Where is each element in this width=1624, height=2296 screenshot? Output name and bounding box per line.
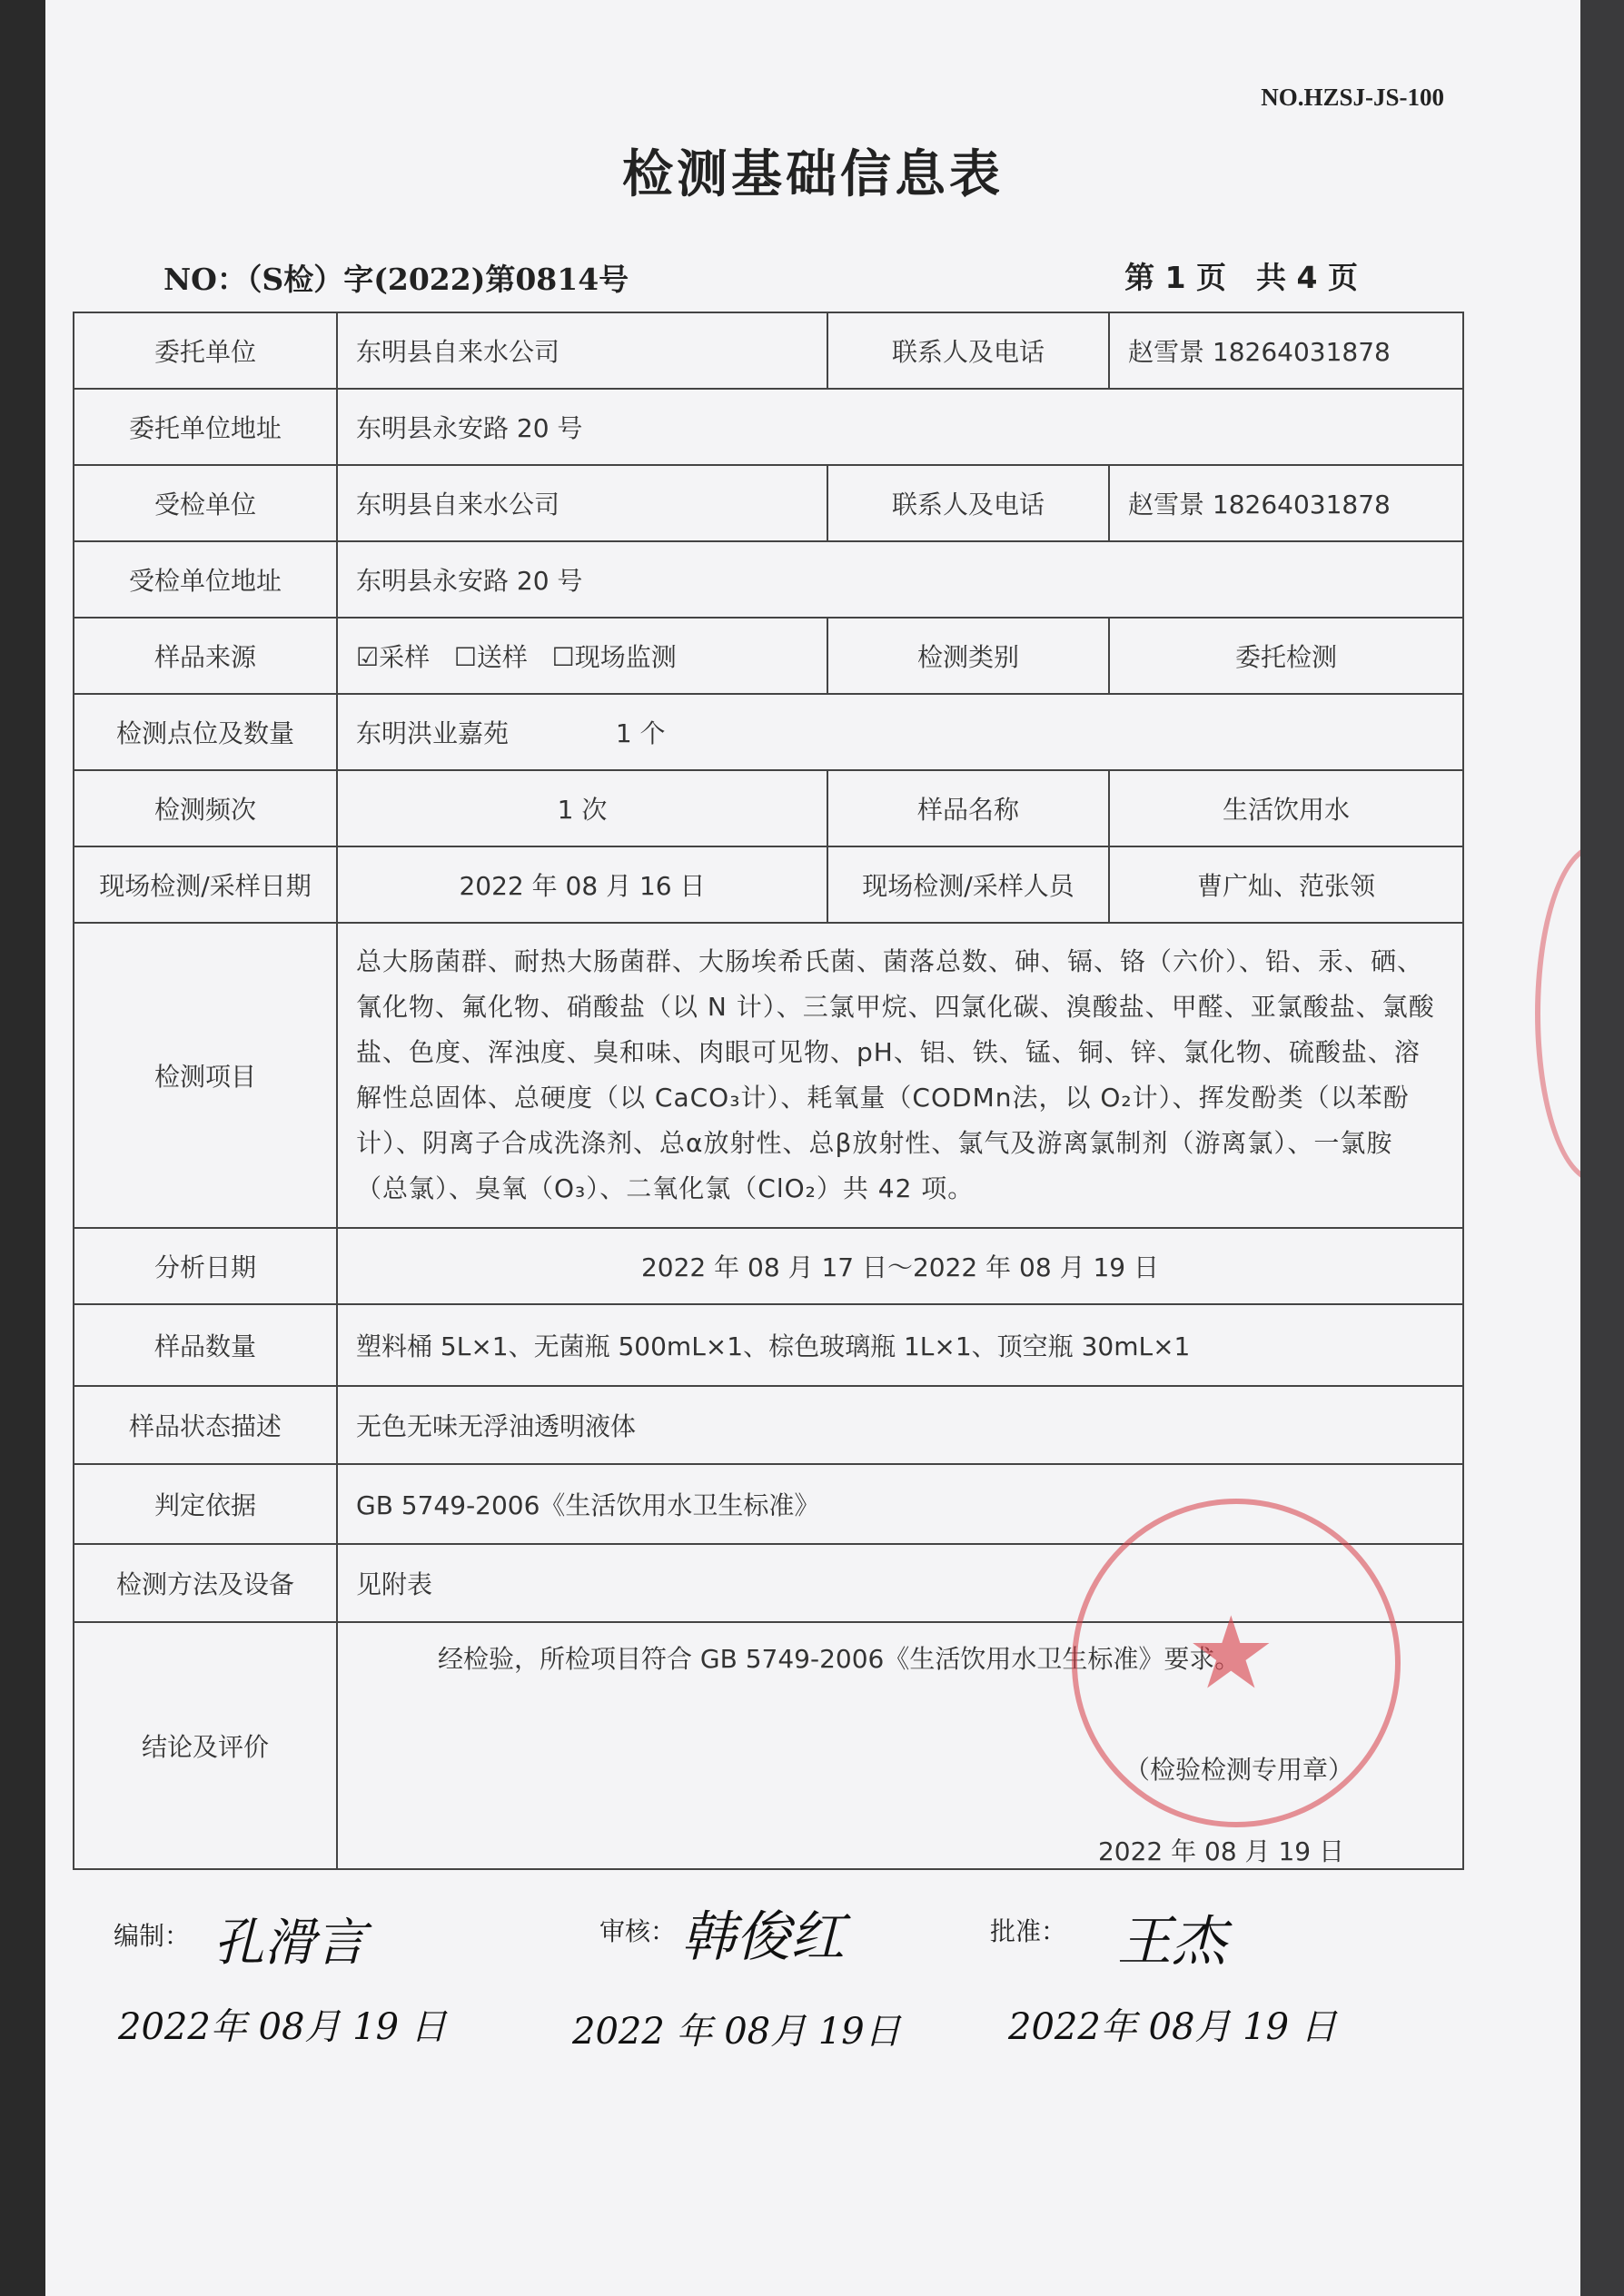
client-address-value: 东明县永安路 20 号 [337, 389, 1463, 465]
approve-date: 2022年 08月 19 日 [1008, 2006, 1337, 2048]
table-row [74, 1228, 1463, 1304]
test-items-label: 检测项目 [74, 923, 337, 1228]
option-delivery-checkbox: ☐送样 [453, 642, 528, 672]
client-value: 东明县自来水公司 [337, 312, 827, 389]
sample-quantity-value: 塑料桶 5L×1、无菌瓶 500mL×1、棕色玻璃瓶 1L×1、顶空瓶 30mL×1 [337, 1304, 1463, 1386]
table-row [74, 618, 1463, 694]
option-sampling-checkbox: ☑采样 [356, 642, 431, 672]
sample-name-label: 样品名称 [827, 770, 1109, 846]
official-seal-stamp [1072, 1499, 1401, 1827]
sample-state-value: 无色无味无浮油透明液体 [337, 1386, 1463, 1464]
conclusion-text: 经检验，所检项目符合 GB 5749-2006《生活饮用水卫生标准》要求。 [438, 1644, 1241, 1674]
analysis-date-value: 2022 年 08 月 17 日～2022 年 08 月 19 日 [337, 1228, 1463, 1304]
approve-label: 批准： [990, 1916, 1067, 1946]
sample-state-label: 样品状态描述 [74, 1386, 337, 1464]
analysis-date-label: 分析日期 [74, 1228, 337, 1304]
page-indicator: 第 1 页 共 4 页 [1124, 260, 1358, 295]
inspected-value: 东明县自来水公司 [337, 465, 827, 541]
points-value [337, 694, 1463, 770]
basis-value: GB 5749-2006《生活饮用水卫生标准》 [337, 1464, 1463, 1544]
sample-source-options [337, 618, 827, 694]
review-signature: 韩俊红 [681, 1905, 845, 1969]
sample-quantity-label: 样品数量 [74, 1304, 337, 1386]
points-label: 检测点位及数量 [74, 694, 337, 770]
sampling-staff-value: 曹广灿、范张领 [1109, 846, 1463, 923]
table-row [74, 312, 1463, 389]
review-label: 审核： [599, 1916, 677, 1946]
edge-seal-stamp [1535, 845, 1580, 1183]
form-number: NO.HZSJ-JS-100 [1261, 84, 1444, 111]
seal-star-icon: ★ [1186, 1595, 1276, 1711]
table-row [74, 389, 1463, 465]
sampling-date-value: 2022 年 08 月 16 日 [337, 846, 827, 923]
points-location: 东明洪业嘉苑 [356, 718, 510, 748]
frequency-value: 1 次 [337, 770, 827, 846]
table-row [74, 1304, 1463, 1386]
table-row [74, 465, 1463, 541]
table-row [74, 846, 1463, 923]
sampling-date-label: 现场检测/采样日期 [74, 846, 337, 923]
page-title: 检测基础信息表 [622, 145, 1004, 204]
option-onsite-checkbox: ☐现场监测 [551, 642, 677, 672]
compile-label: 编制： [114, 1921, 191, 1951]
inspected-address-label: 受检单位地址 [74, 541, 337, 618]
test-type-label: 检测类别 [827, 618, 1109, 694]
client-label: 委托单位 [74, 312, 337, 389]
points-count: 1 个 [615, 718, 666, 748]
client-contact-label: 联系人及电话 [827, 312, 1109, 389]
frequency-label: 检测频次 [74, 770, 337, 846]
inspected-contact-value: 赵雪景 18264031878 [1109, 465, 1463, 541]
background-edge [1580, 0, 1624, 2296]
client-contact-value: 赵雪景 18264031878 [1109, 312, 1463, 389]
client-address-label: 委托单位地址 [74, 389, 337, 465]
test-type-value: 委托检测 [1109, 618, 1463, 694]
table-row [74, 770, 1463, 846]
basis-label: 判定依据 [74, 1464, 337, 1544]
report-number: NO：（S检）字(2022)第0814号 [163, 262, 629, 297]
approve-signature: 王杰 [1117, 1910, 1226, 1974]
inspected-label: 受检单位 [74, 465, 337, 541]
conclusion-label: 结论及评价 [74, 1622, 337, 1869]
sampling-staff-label: 现场检测/采样人员 [827, 846, 1109, 923]
method-label: 检测方法及设备 [74, 1544, 337, 1622]
review-date: 2022 年 08月 19日 [572, 2011, 901, 2053]
test-items-value: 总大肠菌群、耐热大肠菌群、大肠埃希氏菌、菌落总数、砷、镉、铬（六价）、铅、汞、硒、氰化物、氟化物、硝酸盐（以 N 计）、三氯甲烷、四氯化碳、溴酸盐、甲醛、亚氯酸盐、氯酸盐、色度、浑浊度、臭和味、肉眼可见物、pH、铝、铁、锰、铜、锌、氯化物、硫酸盐、溶解性总固体、总硬度（以 CaCO₃计）、耗氧量（CODMn法，以 O₂计）、挥发酚类（以苯酚计）、阴离子合成洗涤剂、总α放射性、总β放射性、氯气及游离氯制剂（游离氯）、一氯胺（总氯）、臭氧（O₃）、二氧化氯（ClO₂）共 42 项。 [337, 923, 1463, 1228]
document-page [45, 0, 1580, 2296]
inspected-address-value: 东明县永安路 20 号 [337, 541, 1463, 618]
table-row [74, 1386, 1463, 1464]
sample-source-label: 样品来源 [74, 618, 337, 694]
table-row [74, 923, 1463, 1228]
method-value: 见附表 [337, 1544, 1463, 1622]
seal-caption: （检验检测专用章） [1124, 1755, 1353, 1785]
compile-date: 2022年 08月 19 日 [118, 2006, 447, 2048]
compile-signature: 孔滑言 [213, 1914, 366, 1973]
table-row [74, 694, 1463, 770]
sample-name-value: 生活饮用水 [1109, 770, 1463, 846]
inspected-contact-label: 联系人及电话 [827, 465, 1109, 541]
table-row [74, 541, 1463, 618]
conclusion-date: 2022 年 08 月 19 日 [1097, 1836, 1344, 1866]
